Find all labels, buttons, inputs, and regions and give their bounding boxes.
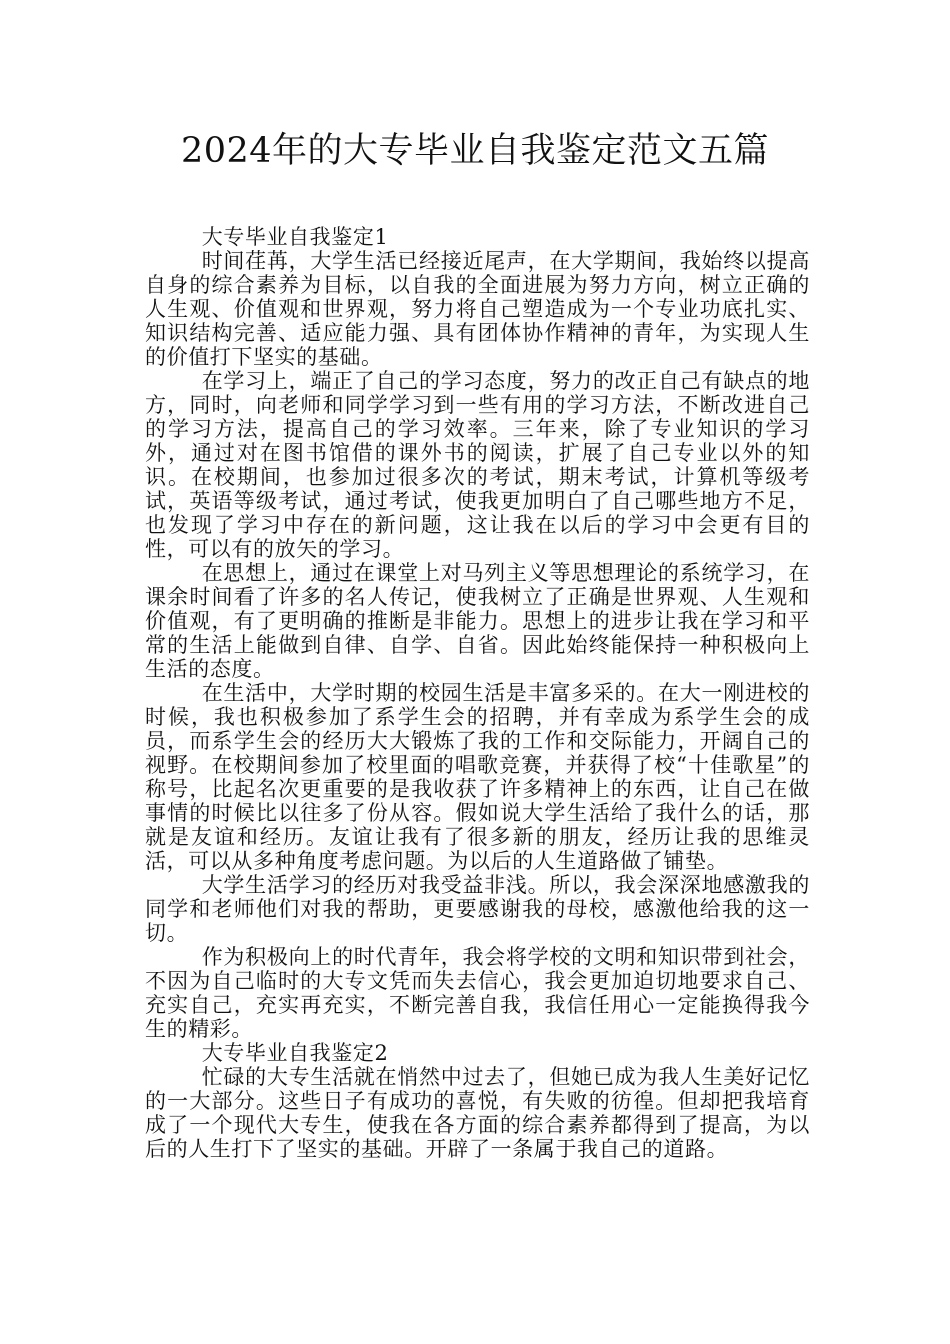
section-heading: 大专毕业自我鉴定2 [201, 1041, 389, 1065]
paragraph: 大学生活学习的经历对我受益非浅。所以，我会深深地感激我的同学和老师他们对我的帮助，更要感谢我的母校，感激他给我的这一切。 [145, 873, 810, 945]
paragraph: 作为积极向上的时代青年，我会将学校的文明和知识带到社会，不因为自己临时的大专文凭而失去信心，我会更加迫切地要求自己、充实自己，充实再充实，不断完善自我，我信任用心一定能换得我今生的精彩。 [145, 945, 810, 1041]
paragraph: 在思想上，通过在课堂上对马列主义等思想理论的系统学习，在课余时间看了许多的名人传记，使我树立了正确是世界观、人生观和价值观，有了更明确的推断是非能力。思想上的进步让我在学习和平常的生活上能做到自律、自学、自省。因此始终能保持一种积极向上生活的态度。 [145, 561, 810, 681]
paragraph: 忙碌的大专生活就在悄然中过去了，但她已成为我人生美好记忆的一大部分。这些日子有成功的喜悦，有失败的彷徨。但却把我培育成了一个现代大专生，使我在各方面的综合素养都得到了提高，为以后的人生打下了坚实的基础。开辟了一条属于我自己的道路。 [145, 1065, 810, 1161]
section-heading: 大专毕业自我鉴定1 [201, 225, 389, 249]
paragraph: 时间荏苒，大学生活已经接近尾声，在大学期间，我始终以提高自身的综合素养为目标，以自我的全面进展为努力方向，树立正确的人生观、价值观和世界观，努力将自己塑造成为一个专业功底扎实、知识结构完善、适应能力强、具有团体协作精神的青年，为实现人生的价值打下坚实的基础。 [145, 249, 810, 369]
section-2 [145, 1041, 810, 1161]
document-body [145, 225, 810, 1161]
paragraph: 在学习上，端正了自己的学习态度，努力的改正自己有缺点的地方，同时，向老师和同学学习到一些有用的学习方法，不断改进自己的学习方法，提高自己的学习效率。三年来，除了专业知识的学习外，通过对在图书馆借的课外书的阅读，扩展了自己专业以外的知识。在校期间，也参加过很多次的考试，期末考试，计算机等级考试，英语等级考试，通过考试，使我更加明白了自己哪些地方不足，也发现了学习中存在的新问题，这让我在以后的学习中会更有目的性，可以有的放矢的学习。 [145, 369, 810, 561]
document-title: 2024年的大专毕业自我鉴定范文五篇 [180, 131, 770, 171]
section-1 [145, 225, 810, 1041]
paragraph: 在生活中，大学时期的校园生活是丰富多采的。在大一刚进校的时候，我也积极参加了系学生会的招聘，并有幸成为系学生会的成员，而系学生会的经历大大锻炼了我的工作和交际能力，开阔自己的视野。在校期间参加了校里面的唱歌竞赛，并获得了校“十佳歌星”的称号，比起名次更重要的是我收获了许多精神上的东西，让自己在做事情的时候比以往多了份从容。假如说大学生活给了我什么的话，那就是友谊和经历。友谊让我有了很多新的朋友，经历让我的思维灵活，可以从多种角度考虑问题。为以后的人生道路做了铺垫。 [145, 681, 810, 873]
